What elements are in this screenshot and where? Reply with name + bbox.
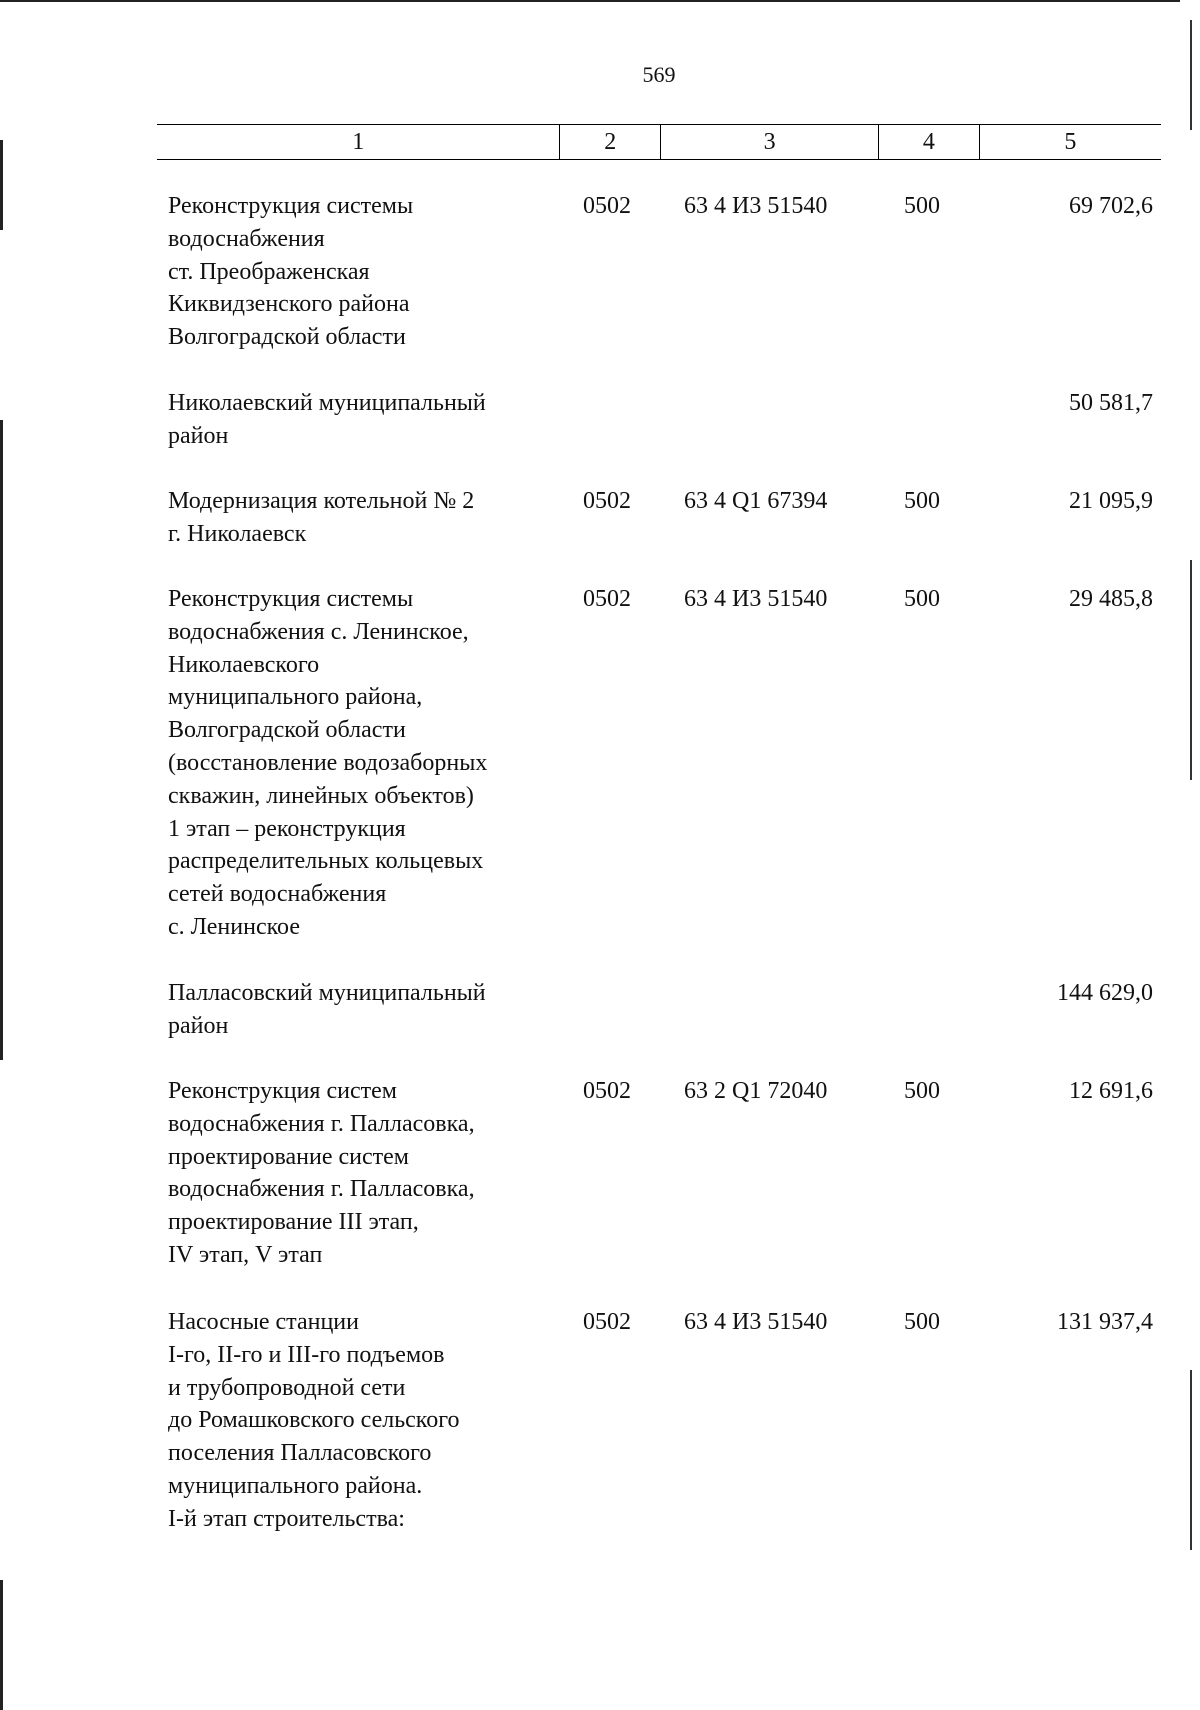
row-name-line: Палласовский муниципальный: [168, 980, 486, 1006]
scan-edge-left: [0, 1580, 3, 1710]
row-name-line: до Ромашковского сельского: [168, 1407, 460, 1434]
row-name-line: скважин, линейных объектов): [168, 782, 474, 809]
scan-edge-right: [1190, 560, 1192, 780]
row-name: [168, 485, 568, 551]
row-name-line: IV этап, V этап: [168, 1241, 323, 1268]
amount: 50 581,7: [1069, 390, 1153, 416]
row-name-line: I-й этап строительства:: [168, 1505, 405, 1532]
scan-edge-left: [0, 420, 3, 1060]
section-code: 0502: [583, 1309, 631, 1335]
scan-edge-right: [1190, 1370, 1192, 1550]
header-col-3: 3: [661, 125, 879, 159]
row-name-line: водоснабжения с. Ленинское,: [168, 618, 469, 645]
amount: 131 937,4: [1057, 1309, 1153, 1335]
row-name-line: Реконструкция систем: [168, 1078, 397, 1104]
target-article-code: 63 4 Q1 67394: [684, 488, 828, 514]
row-name: [168, 387, 568, 453]
row-name-line: муниципального района.: [168, 1472, 423, 1499]
header-col-4: 4: [879, 125, 980, 159]
row-name-line: проектирование систем: [168, 1143, 409, 1170]
row-name-line: I-го, II-го и III-го подъемов: [168, 1341, 445, 1368]
row-name-line: (восстановление водозаборных: [168, 749, 488, 776]
row-name-line: Николаевский муниципальный: [168, 390, 486, 416]
expense-type-code: 500: [904, 488, 940, 514]
row-name-line: ст. Преображенская: [168, 258, 370, 285]
row-name-line: Волгоградской области: [168, 717, 406, 744]
target-article-code: 63 4 И3 51540: [684, 193, 828, 219]
row-name: [168, 190, 568, 354]
expense-type-code: 500: [904, 193, 940, 219]
scan-edge-left: [0, 140, 3, 230]
row-name-line: Николаевского: [168, 651, 320, 678]
expense-type-code: 500: [904, 1309, 940, 1335]
target-article-code: 63 2 Q1 72040: [684, 1078, 828, 1104]
row-name-line: водоснабжения г. Палласовка,: [168, 1110, 475, 1137]
expense-type-code: 500: [904, 1078, 940, 1104]
header-col-2: 2: [560, 125, 661, 159]
row-name: [168, 977, 568, 1043]
amount: 144 629,0: [1057, 980, 1153, 1006]
row-name-line: 1 этап – реконструкция: [168, 815, 406, 842]
row-name-line: муниципального района,: [168, 684, 423, 711]
row-name: [168, 1306, 568, 1536]
row-name-line: г. Николаевск: [168, 520, 307, 547]
amount: 12 691,6: [1069, 1078, 1153, 1104]
row-name-line: проектирование III этап,: [168, 1209, 419, 1236]
row-name-line: поселения Палласовского: [168, 1440, 432, 1467]
row-name-line: распределительных кольцевых: [168, 848, 484, 875]
row-name-line: Насосные станции: [168, 1309, 359, 1335]
row-name-line: район: [168, 422, 229, 449]
target-article-code: 63 4 И3 51540: [684, 1309, 828, 1335]
page-number: 569: [642, 62, 676, 87]
row-name-line: район: [168, 1012, 229, 1039]
row-name: [168, 1075, 568, 1272]
row-name: [168, 583, 568, 944]
header-col-5: 5: [1064, 129, 1077, 155]
section-code: 0502: [583, 1078, 631, 1104]
row-name-line: Модернизация котельной № 2: [168, 488, 475, 514]
target-article-code: 63 4 И3 51540: [684, 586, 828, 612]
section-code: 0502: [583, 488, 631, 514]
table-header: [157, 124, 1161, 160]
row-name-line: и трубопроводной сети: [168, 1374, 406, 1401]
row-name-line: водоснабжения: [168, 225, 325, 252]
amount: 69 702,6: [1069, 193, 1153, 219]
row-name-line: Волгоградской области: [168, 324, 406, 351]
section-code: 0502: [583, 586, 631, 612]
header-col-1: 1: [157, 125, 560, 159]
row-name-line: с. Ленинское: [168, 913, 300, 940]
row-name-line: сетей водоснабжения: [168, 881, 387, 908]
expense-type-code: 500: [904, 586, 940, 612]
amount: 29 485,8: [1069, 586, 1153, 612]
row-name-line: водоснабжения г. Палласовка,: [168, 1176, 475, 1203]
scan-edge-top: [0, 0, 1180, 2]
amount: 21 095,9: [1069, 488, 1153, 514]
row-name-line: Киквидзенского района: [168, 291, 410, 318]
section-code: 0502: [583, 193, 631, 219]
row-name-line: Реконструкция системы: [168, 586, 414, 612]
row-name-line: Реконструкция системы: [168, 193, 414, 219]
